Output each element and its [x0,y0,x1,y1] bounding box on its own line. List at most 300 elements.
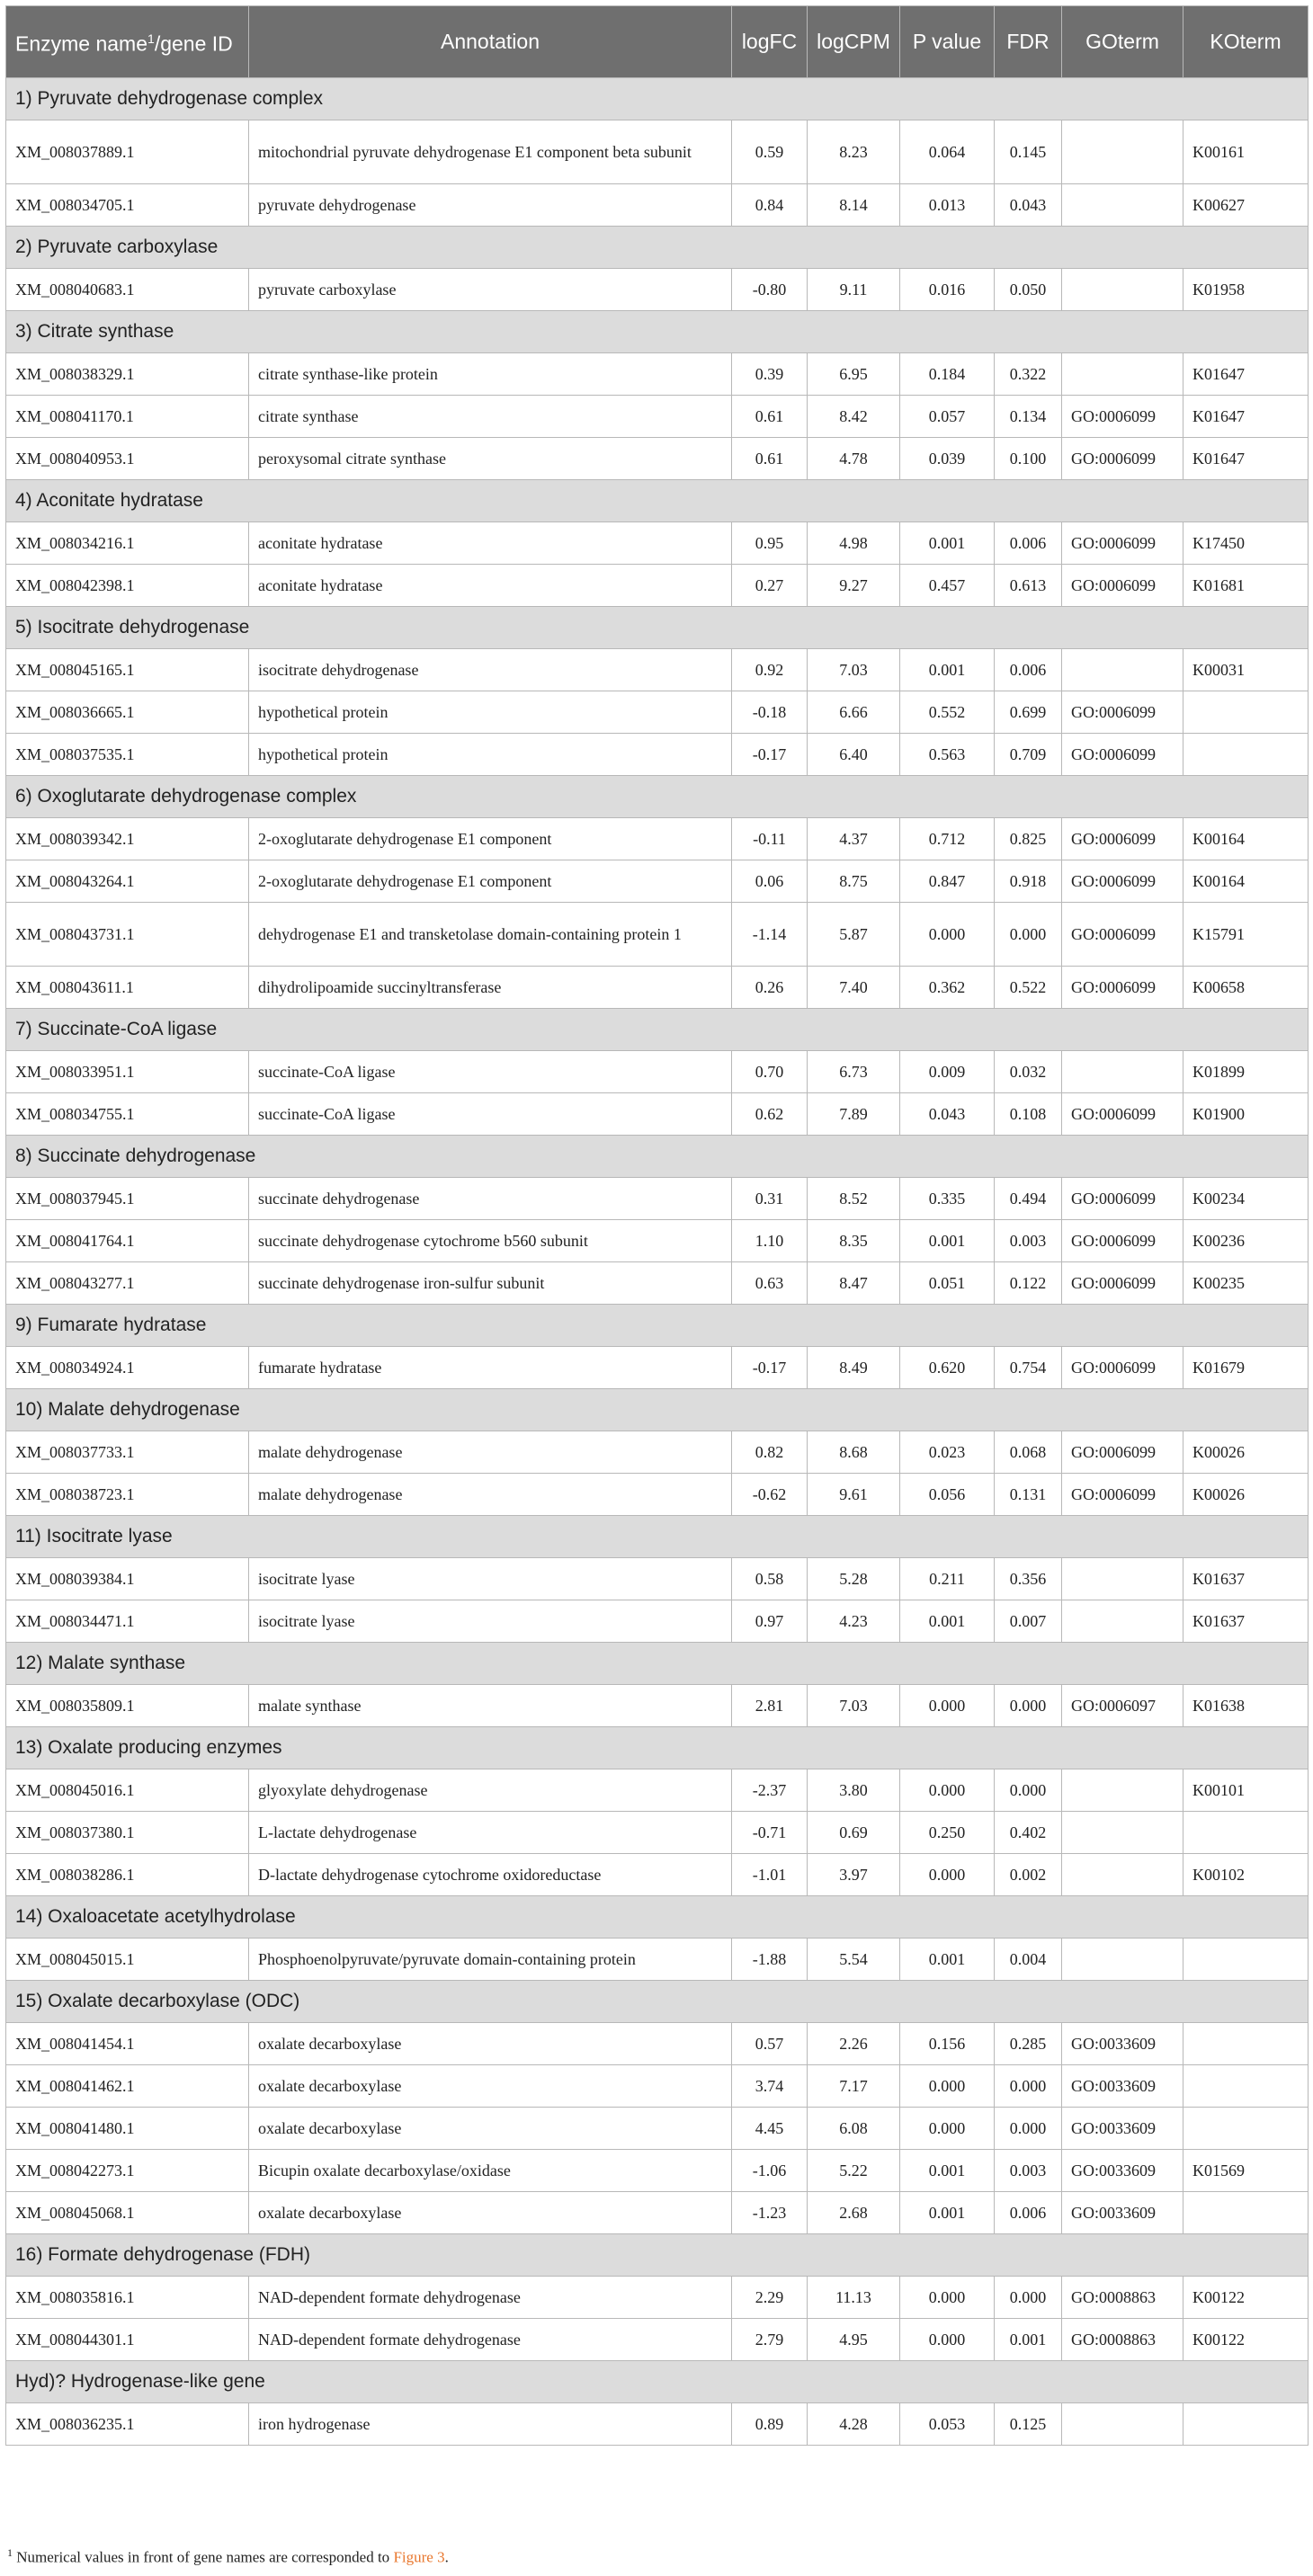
fdr-cell: 0.100 [995,438,1062,480]
gene-id-cell: XM_008041454.1 [6,2023,249,2065]
fdr-cell: 0.000 [995,903,1062,967]
annotation-cell: succinate dehydrogenase cytochrome b560 subunit [249,1220,732,1262]
fdr-cell: 0.003 [995,1220,1062,1262]
koterm-cell [1183,2192,1309,2234]
pvalue-cell: 0.016 [900,269,995,311]
header-enzyme-gene-id: /gene ID [154,31,233,56]
gene-id-cell: XM_008034216.1 [6,522,249,565]
fdr-cell: 0.003 [995,2150,1062,2192]
koterm-cell: K00102 [1183,1854,1309,1896]
table-row [6,1220,1309,1262]
koterm-cell: K17450 [1183,522,1309,565]
table-row [6,818,1309,860]
fdr-cell: 0.002 [995,1854,1062,1896]
koterm-cell: K01647 [1183,438,1309,480]
goterm-cell [1062,1939,1183,1981]
gene-id-cell: XM_008037380.1 [6,1812,249,1854]
gene-id-cell: XM_008037945.1 [6,1178,249,1220]
fdr-cell: 0.522 [995,967,1062,1009]
gene-id-cell: XM_008037889.1 [6,120,249,184]
goterm-cell: GO:0006097 [1062,1685,1183,1727]
gene-id-cell: XM_008034924.1 [6,1347,249,1389]
goterm-cell: GO:0006099 [1062,522,1183,565]
logfc-cell: -1.88 [732,1939,808,1981]
fdr-cell: 0.122 [995,1262,1062,1305]
fdr-cell: 0.050 [995,269,1062,311]
logcpm-cell: 9.11 [808,269,900,311]
logcpm-cell: 7.89 [808,1093,900,1136]
pvalue-cell: 0.000 [900,1685,995,1727]
gene-id-cell: XM_008042398.1 [6,565,249,607]
annotation-cell: D-lactate dehydrogenase cytochrome oxidoreductase [249,1854,732,1896]
section-title: Hyd)? Hydrogenase-like gene [6,2361,1309,2403]
pvalue-cell: 0.001 [900,1600,995,1643]
koterm-cell: K01899 [1183,1051,1309,1093]
gene-id-cell: XM_008036235.1 [6,2403,249,2446]
annotation-cell: hypothetical protein [249,734,732,776]
table-row [6,522,1309,565]
fdr-cell: 0.043 [995,184,1062,227]
pvalue-cell: 0.001 [900,1220,995,1262]
koterm-cell: K01679 [1183,1347,1309,1389]
table-row [6,1347,1309,1389]
table-body [6,78,1309,2446]
goterm-cell: GO:0006099 [1062,1220,1183,1262]
table-row [6,903,1309,967]
logfc-cell: -1.23 [732,2192,808,2234]
fdr-cell: 0.322 [995,353,1062,396]
section-title: 1) Pyruvate dehydrogenase complex [6,78,1309,120]
gene-id-cell: XM_008043264.1 [6,860,249,903]
gene-id-cell: XM_008035816.1 [6,2277,249,2319]
pvalue-cell: 0.000 [900,2277,995,2319]
logfc-cell: 0.61 [732,438,808,480]
goterm-cell: GO:0006099 [1062,734,1183,776]
gene-id-cell: XM_008041480.1 [6,2108,249,2150]
koterm-cell: K00026 [1183,1474,1309,1516]
enzyme-table [5,5,1309,2446]
table-row [6,184,1309,227]
logcpm-cell: 6.95 [808,353,900,396]
koterm-cell: K01647 [1183,353,1309,396]
table-row [6,1939,1309,1981]
fdr-cell: 0.494 [995,1178,1062,1220]
gene-id-cell: XM_008034705.1 [6,184,249,227]
goterm-cell: GO:0006099 [1062,1262,1183,1305]
gene-id-cell: XM_008038286.1 [6,1854,249,1896]
fdr-cell: 0.004 [995,1939,1062,1981]
table-row [6,649,1309,691]
gene-id-cell: XM_008034755.1 [6,1093,249,1136]
goterm-cell: GO:0033609 [1062,2108,1183,2150]
koterm-cell: K00031 [1183,649,1309,691]
section-header-row [6,311,1309,353]
logfc-cell: 1.10 [732,1220,808,1262]
annotation-cell: malate dehydrogenase [249,1474,732,1516]
gene-id-cell: XM_008040683.1 [6,269,249,311]
table-row [6,2403,1309,2446]
logfc-cell: 0.31 [732,1178,808,1220]
logfc-cell: -0.11 [732,818,808,860]
section-header-row [6,1009,1309,1051]
annotation-cell: mitochondrial pyruvate dehydrogenase E1 component beta subunit [249,120,732,184]
section-title: 10) Malate dehydrogenase [6,1389,1309,1431]
table-row [6,967,1309,1009]
table-row [6,438,1309,480]
gene-id-cell: XM_008043277.1 [6,1262,249,1305]
gene-id-cell: XM_008036665.1 [6,691,249,734]
koterm-cell: K00164 [1183,818,1309,860]
goterm-cell [1062,184,1183,227]
goterm-cell: GO:0033609 [1062,2150,1183,2192]
koterm-cell [1183,734,1309,776]
gene-id-cell: XM_008042273.1 [6,2150,249,2192]
logcpm-cell: 8.14 [808,184,900,227]
annotation-cell: aconitate hydratase [249,522,732,565]
logfc-cell: 0.26 [732,967,808,1009]
table-row [6,2277,1309,2319]
section-header-row [6,1727,1309,1769]
pvalue-cell: 0.053 [900,2403,995,2446]
table-row [6,2023,1309,2065]
logfc-cell: 0.62 [732,1093,808,1136]
goterm-cell: GO:0008863 [1062,2319,1183,2361]
footnote-text: Numerical values in front of gene names are corresponded to [16,2548,394,2566]
logcpm-cell: 9.61 [808,1474,900,1516]
fdr-cell: 0.145 [995,120,1062,184]
logcpm-cell: 7.03 [808,1685,900,1727]
logcpm-cell: 2.26 [808,2023,900,2065]
logcpm-cell: 8.75 [808,860,900,903]
pvalue-cell: 0.563 [900,734,995,776]
logfc-cell: -0.71 [732,1812,808,1854]
pvalue-cell: 0.250 [900,1812,995,1854]
goterm-cell: GO:0006099 [1062,565,1183,607]
footnote [7,2546,449,2567]
table-row [6,1262,1309,1305]
logcpm-cell: 5.54 [808,1939,900,1981]
pvalue-cell: 0.712 [900,818,995,860]
logcpm-cell: 8.49 [808,1347,900,1389]
fdr-cell: 0.108 [995,1093,1062,1136]
fdr-cell: 0.125 [995,2403,1062,2446]
goterm-cell: GO:0006099 [1062,1474,1183,1516]
pvalue-cell: 0.000 [900,2065,995,2108]
koterm-cell: K00627 [1183,184,1309,227]
logfc-cell: -0.18 [732,691,808,734]
pvalue-cell: 0.847 [900,860,995,903]
logfc-cell: 0.27 [732,565,808,607]
section-header-row [6,1389,1309,1431]
fdr-cell: 0.068 [995,1431,1062,1474]
annotation-cell: oxalate decarboxylase [249,2108,732,2150]
logfc-cell: 0.92 [732,649,808,691]
logfc-cell: 2.81 [732,1685,808,1727]
logcpm-cell: 4.23 [808,1600,900,1643]
table-row [6,396,1309,438]
annotation-cell: succinate-CoA ligase [249,1093,732,1136]
gene-id-cell: XM_008043731.1 [6,903,249,967]
logfc-cell: 0.58 [732,1558,808,1600]
goterm-cell: GO:0008863 [1062,2277,1183,2319]
logfc-cell: 0.59 [732,120,808,184]
koterm-cell: K01638 [1183,1685,1309,1727]
goterm-cell [1062,649,1183,691]
logcpm-cell: 7.40 [808,967,900,1009]
pvalue-cell: 0.056 [900,1474,995,1516]
header-enzyme-sup: 1 [147,31,155,47]
table-row [6,565,1309,607]
gene-id-cell: XM_008039384.1 [6,1558,249,1600]
logfc-cell: 0.95 [732,522,808,565]
logcpm-cell: 4.95 [808,2319,900,2361]
logcpm-cell: 8.35 [808,1220,900,1262]
fdr-cell: 0.000 [995,2108,1062,2150]
logcpm-cell: 8.68 [808,1431,900,1474]
annotation-cell: succinate-CoA ligase [249,1051,732,1093]
goterm-cell [1062,1051,1183,1093]
goterm-cell: GO:0033609 [1062,2023,1183,2065]
koterm-cell: K01900 [1183,1093,1309,1136]
logcpm-cell: 9.27 [808,565,900,607]
header-enzyme-text: Enzyme name [15,31,148,56]
fdr-cell: 0.007 [995,1600,1062,1643]
fdr-cell: 0.006 [995,522,1062,565]
annotation-cell: citrate synthase [249,396,732,438]
annotation-cell: citrate synthase-like protein [249,353,732,396]
section-title: 8) Succinate dehydrogenase [6,1136,1309,1178]
gene-id-cell: XM_008034471.1 [6,1600,249,1643]
logcpm-cell: 8.47 [808,1262,900,1305]
logcpm-cell: 2.68 [808,2192,900,2234]
pvalue-cell: 0.039 [900,438,995,480]
table-row [6,353,1309,396]
table-row [6,269,1309,311]
section-header-row [6,78,1309,120]
col-header-pvalue: P value [900,6,995,78]
koterm-cell [1183,2023,1309,2065]
annotation-cell: NAD-dependent formate dehydrogenase [249,2277,732,2319]
gene-id-cell: XM_008045016.1 [6,1769,249,1812]
table-row [6,1093,1309,1136]
pvalue-cell: 0.001 [900,522,995,565]
goterm-cell: GO:0006099 [1062,691,1183,734]
logfc-cell: 0.82 [732,1431,808,1474]
gene-id-cell: XM_008045015.1 [6,1939,249,1981]
gene-id-cell: XM_008035809.1 [6,1685,249,1727]
koterm-cell: K00234 [1183,1178,1309,1220]
gene-id-cell: XM_008041170.1 [6,396,249,438]
table-row [6,2150,1309,2192]
col-header-fdr: FDR [995,6,1062,78]
table-row [6,1854,1309,1896]
fdr-cell: 0.356 [995,1558,1062,1600]
pvalue-cell: 0.001 [900,649,995,691]
col-header-annotation: Annotation [249,6,732,78]
section-header-row [6,480,1309,522]
section-header-row [6,1305,1309,1347]
gene-id-cell: XM_008033951.1 [6,1051,249,1093]
goterm-cell [1062,353,1183,396]
figure-3-link[interactable]: Figure 3 [393,2548,445,2566]
annotation-cell: isocitrate dehydrogenase [249,649,732,691]
logcpm-cell: 4.37 [808,818,900,860]
section-title: 14) Oxaloacetate acetylhydrolase [6,1896,1309,1939]
table-row [6,1769,1309,1812]
annotation-cell: pyruvate dehydrogenase [249,184,732,227]
header-row [6,6,1309,78]
goterm-cell: GO:0006099 [1062,1178,1183,1220]
logfc-cell: -0.80 [732,269,808,311]
fdr-cell: 0.134 [995,396,1062,438]
koterm-cell: K01637 [1183,1600,1309,1643]
logcpm-cell: 6.66 [808,691,900,734]
koterm-cell: K00122 [1183,2319,1309,2361]
koterm-cell: K00161 [1183,120,1309,184]
section-title: 6) Oxoglutarate dehydrogenase complex [6,776,1309,818]
annotation-cell: oxalate decarboxylase [249,2192,732,2234]
table-row [6,734,1309,776]
goterm-cell [1062,1600,1183,1643]
annotation-cell: isocitrate lyase [249,1558,732,1600]
pvalue-cell: 0.552 [900,691,995,734]
table-row [6,1051,1309,1093]
col-header-enzyme [6,6,249,78]
pvalue-cell: 0.000 [900,903,995,967]
logcpm-cell: 4.28 [808,2403,900,2446]
table-row [6,691,1309,734]
goterm-cell: GO:0006099 [1062,1347,1183,1389]
annotation-cell: NAD-dependent formate dehydrogenase [249,2319,732,2361]
gene-id-cell: XM_008043611.1 [6,967,249,1009]
pvalue-cell: 0.211 [900,1558,995,1600]
fdr-cell: 0.918 [995,860,1062,903]
goterm-cell: GO:0006099 [1062,818,1183,860]
annotation-cell: dehydrogenase E1 and transketolase domain-containing protein 1 [249,903,732,967]
section-title: 16) Formate dehydrogenase (FDH) [6,2234,1309,2277]
table-row [6,2192,1309,2234]
goterm-cell: GO:0006099 [1062,1431,1183,1474]
table-row [6,1685,1309,1727]
pvalue-cell: 0.043 [900,1093,995,1136]
koterm-cell: K00658 [1183,967,1309,1009]
goterm-cell: GO:0006099 [1062,1093,1183,1136]
koterm-cell: K00236 [1183,1220,1309,1262]
pvalue-cell: 0.362 [900,967,995,1009]
goterm-cell: GO:0006099 [1062,860,1183,903]
pvalue-cell: 0.064 [900,120,995,184]
fdr-cell: 0.006 [995,649,1062,691]
annotation-cell: malate dehydrogenase [249,1431,732,1474]
koterm-cell: K01647 [1183,396,1309,438]
koterm-cell [1183,1812,1309,1854]
koterm-cell: K00122 [1183,2277,1309,2319]
annotation-cell: Bicupin oxalate decarboxylase/oxidase [249,2150,732,2192]
annotation-cell: pyruvate carboxylase [249,269,732,311]
gene-id-cell: XM_008038329.1 [6,353,249,396]
gene-id-cell: XM_008038723.1 [6,1474,249,1516]
koterm-cell: K01569 [1183,2150,1309,2192]
koterm-cell: K00101 [1183,1769,1309,1812]
logfc-cell: -2.37 [732,1769,808,1812]
logcpm-cell: 5.22 [808,2150,900,2192]
logfc-cell: 0.06 [732,860,808,903]
section-title: 13) Oxalate producing enzymes [6,1727,1309,1769]
logcpm-cell: 8.23 [808,120,900,184]
table-row [6,2108,1309,2150]
gene-id-cell: XM_008040953.1 [6,438,249,480]
logcpm-cell: 0.69 [808,1812,900,1854]
footnote-end: . [444,2548,449,2566]
logcpm-cell: 6.40 [808,734,900,776]
goterm-cell: GO:0006099 [1062,967,1183,1009]
annotation-cell: oxalate decarboxylase [249,2065,732,2108]
annotation-cell: iron hydrogenase [249,2403,732,2446]
annotation-cell: malate synthase [249,1685,732,1727]
section-title: 5) Isocitrate dehydrogenase [6,607,1309,649]
section-header-row [6,776,1309,818]
section-header-row [6,1981,1309,2023]
pvalue-cell: 0.000 [900,1769,995,1812]
annotation-cell: succinate dehydrogenase iron-sulfur subunit [249,1262,732,1305]
fdr-cell: 0.006 [995,2192,1062,2234]
section-title: 9) Fumarate hydratase [6,1305,1309,1347]
table-row [6,2065,1309,2108]
logfc-cell: -0.17 [732,1347,808,1389]
goterm-cell [1062,1854,1183,1896]
goterm-cell [1062,269,1183,311]
annotation-cell: fumarate hydratase [249,1347,732,1389]
col-header-goterm: GOterm [1062,6,1183,78]
annotation-cell: 2-oxoglutarate dehydrogenase E1 component [249,860,732,903]
logfc-cell: -1.14 [732,903,808,967]
section-header-row [6,2361,1309,2403]
pvalue-cell: 0.000 [900,2319,995,2361]
gene-id-cell: XM_008041462.1 [6,2065,249,2108]
section-title: 4) Aconitate hydratase [6,480,1309,522]
section-title: 7) Succinate-CoA ligase [6,1009,1309,1051]
gene-id-cell: XM_008039342.1 [6,818,249,860]
fdr-cell: 0.754 [995,1347,1062,1389]
goterm-cell [1062,1769,1183,1812]
koterm-cell: K01637 [1183,1558,1309,1600]
koterm-cell: K01681 [1183,565,1309,607]
koterm-cell: K00235 [1183,1262,1309,1305]
koterm-cell [1183,2108,1309,2150]
pvalue-cell: 0.184 [900,353,995,396]
annotation-cell: peroxysomal citrate synthase [249,438,732,480]
goterm-cell: GO:0006099 [1062,396,1183,438]
logfc-cell: 0.97 [732,1600,808,1643]
table-row [6,1812,1309,1854]
logfc-cell: 0.63 [732,1262,808,1305]
logcpm-cell: 8.42 [808,396,900,438]
logfc-cell: 2.29 [732,2277,808,2319]
col-header-koterm: KOterm [1183,6,1309,78]
logcpm-cell: 4.78 [808,438,900,480]
logfc-cell: 0.84 [732,184,808,227]
annotation-cell: hypothetical protein [249,691,732,734]
goterm-cell: GO:0006099 [1062,903,1183,967]
annotation-cell: L-lactate dehydrogenase [249,1812,732,1854]
logfc-cell: -0.62 [732,1474,808,1516]
section-header-row [6,1516,1309,1558]
section-title: 11) Isocitrate lyase [6,1516,1309,1558]
gene-id-cell: XM_008037733.1 [6,1431,249,1474]
pvalue-cell: 0.009 [900,1051,995,1093]
koterm-cell [1183,2065,1309,2108]
section-header-row [6,227,1309,269]
